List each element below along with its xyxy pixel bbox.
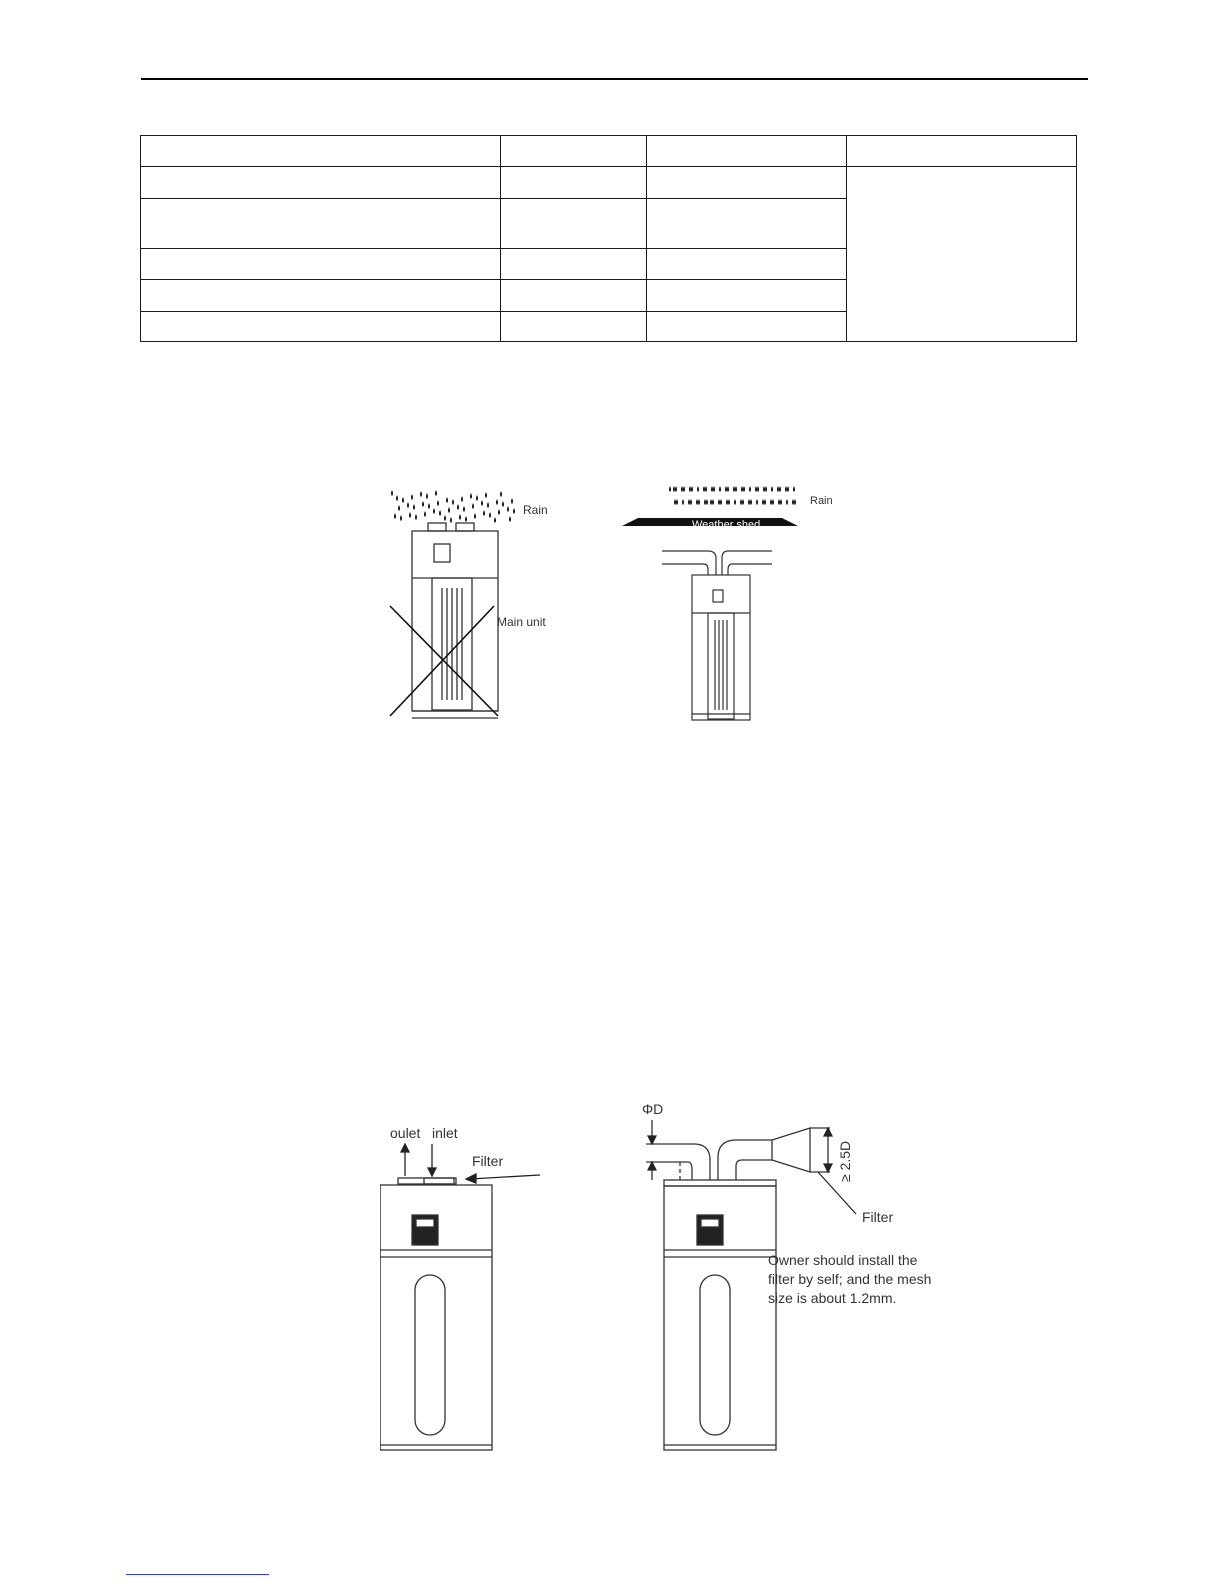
rain-drop-icon: [683, 486, 685, 492]
table-row: [141, 136, 1077, 167]
rain-drops-left: [391, 490, 515, 523]
rain-drop-icon: [696, 499, 698, 505]
rain-drop-icon: [750, 499, 752, 505]
rain-drop-icon: [726, 499, 728, 505]
rain-drop-icon: [669, 486, 671, 492]
rain-drop-icon: [725, 486, 727, 492]
rain-drop-icon: [755, 486, 757, 492]
table-cell: [647, 249, 847, 280]
rain-drop-icon: [450, 517, 452, 523]
rain-drop-icon: [756, 499, 758, 505]
installation-rain-figure: [370, 478, 850, 728]
rain-drop-icon: [435, 490, 437, 496]
rain-drop-icon: [452, 499, 454, 505]
rain-drop-icon: [396, 495, 398, 501]
sheltered-unit-drawing: [662, 551, 772, 720]
owner-note-line2: filter by self; and the mesh: [768, 1271, 932, 1287]
rain-drop-icon: [465, 516, 467, 522]
rain-drop-icon: [463, 506, 465, 512]
rain-drop-icon: [713, 486, 715, 492]
rain-drop-icon: [513, 508, 515, 514]
rain-drop-icon: [498, 509, 500, 515]
rain-drop-icon: [770, 499, 772, 505]
rain-drop-icon: [507, 506, 509, 512]
outlet-label: oulet: [390, 1125, 421, 1141]
rain-drop-icon: [748, 499, 750, 505]
rain-drop-icon: [733, 486, 735, 492]
rain-drop-icon: [735, 486, 737, 492]
rain-drop-icon: [428, 503, 430, 509]
rain-drop-icon: [400, 515, 402, 521]
rain-drop-icon: [489, 512, 491, 518]
rain-drop-icon: [444, 515, 446, 521]
rain-drop-icon: [681, 486, 683, 492]
rain-drop-icon: [712, 499, 714, 505]
rain-drop-icon: [785, 486, 787, 492]
rain-drop-icon: [764, 499, 766, 505]
rain-drop-icon: [433, 508, 435, 514]
rain-drop-icon: [411, 494, 413, 500]
rain-drop-icon: [402, 497, 404, 503]
rain-drop-icon: [780, 499, 782, 505]
rain-drop-icon: [394, 513, 396, 519]
rain-label-right: Rain: [810, 495, 833, 507]
rain-drop-icon: [485, 492, 487, 498]
table-cell: [141, 280, 501, 312]
rain-drop-icon: [483, 510, 485, 516]
dimension-marks: [648, 1120, 856, 1214]
rain-drop-icon: [682, 499, 684, 505]
table-cell: [847, 136, 1077, 167]
spec-table: [140, 135, 1077, 342]
rain-drop-icon: [689, 486, 691, 492]
main-unit-left-drawing: [412, 523, 498, 718]
rain-drop-icon: [786, 499, 788, 505]
rain-drop-icon: [728, 499, 730, 505]
dimension-label: ≥ 2.5D: [837, 1140, 853, 1182]
rain-drop-icon: [457, 504, 459, 510]
rain-drop-icon: [703, 486, 705, 492]
table-cell: [647, 199, 847, 249]
table-cell: [501, 167, 647, 199]
header-rule: [141, 78, 1088, 80]
rain-drop-icon: [675, 486, 677, 492]
table-row: [141, 167, 1077, 199]
table-cell: [141, 199, 501, 249]
rain-drop-icon: [771, 486, 773, 492]
rain-drop-icon: [688, 499, 690, 505]
rain-drop-icon: [511, 498, 513, 504]
rain-drop-icon: [461, 496, 463, 502]
table-cell-merged: [847, 167, 1077, 342]
rain-drop-icon: [459, 514, 461, 520]
rain-drop-icon: [481, 500, 483, 506]
rain-label-left: Rain: [523, 503, 548, 517]
rain-drop-icon: [424, 511, 426, 517]
owner-note-line1: Owner should install the: [768, 1252, 918, 1268]
inlet-label: inlet: [432, 1125, 458, 1141]
rain-drop-icon: [705, 486, 707, 492]
table-cell: [501, 312, 647, 342]
table-cell: [647, 167, 847, 199]
rain-drop-icon: [691, 486, 693, 492]
rain-drop-icon: [792, 499, 794, 505]
rain-drop-icon: [740, 499, 742, 505]
rain-drop-icon: [734, 499, 736, 505]
rain-drop-icon: [674, 499, 676, 505]
owner-note-line3: size is about 1.2mm.: [768, 1290, 897, 1306]
rain-drop-icon: [697, 486, 699, 492]
rain-drop-icon: [742, 499, 744, 505]
rain-drop-icon: [777, 486, 779, 492]
table-cell: [647, 280, 847, 312]
rain-drop-icon: [426, 493, 428, 499]
rain-drop-icon: [772, 499, 774, 505]
rain-drop-icon: [409, 512, 411, 518]
rain-drop-icon: [407, 502, 409, 508]
table-cell: [141, 312, 501, 342]
filter-label-left: Filter: [472, 1153, 504, 1169]
rain-drop-icon: [476, 495, 478, 501]
rain-drop-icon: [779, 486, 781, 492]
rain-drop-icon: [690, 499, 692, 505]
rain-drop-icon: [778, 499, 780, 505]
rain-drop-icon: [711, 486, 713, 492]
rain-drop-icon: [422, 501, 424, 507]
rain-drop-icon: [720, 499, 722, 505]
rain-drop-icon: [470, 493, 472, 499]
rain-drop-icon: [741, 486, 743, 492]
rain-drop-icon: [763, 486, 765, 492]
rain-drop-icon: [704, 499, 706, 505]
rain-drop-icon: [420, 491, 422, 497]
footer-link-rule: [126, 1574, 269, 1575]
rain-drop-icon: [765, 486, 767, 492]
rain-drop-icon: [448, 507, 450, 513]
rain-drop-icon: [391, 490, 393, 496]
weather-shed-label: Weather shed: [692, 519, 761, 531]
airflow-arrows: [401, 1144, 540, 1183]
filter-label-right: Filter: [862, 1209, 894, 1225]
rain-drop-icon: [472, 503, 474, 509]
table-cell: [141, 136, 501, 167]
table-cell: [647, 136, 847, 167]
rain-drop-icon: [698, 499, 700, 505]
rain-drop-icon: [727, 486, 729, 492]
rain-drop-icon: [415, 514, 417, 520]
rain-drop-icon: [706, 499, 708, 505]
table-cell: [501, 136, 647, 167]
table-cell: [141, 249, 501, 280]
unit-right-drawing: [646, 1128, 830, 1450]
rain-drop-icon: [502, 501, 504, 507]
rain-drop-icon: [413, 504, 415, 510]
rain-drop-icon: [749, 486, 751, 492]
phi-d-label: ΦD: [642, 1101, 664, 1117]
rain-drop-icon: [757, 486, 759, 492]
rain-drop-icon: [762, 499, 764, 505]
rain-drop-icon: [496, 499, 498, 505]
rain-drop-icon: [474, 513, 476, 519]
rain-drop-icon: [509, 516, 511, 522]
rain-drop-icon: [710, 499, 712, 505]
rain-drop-icon: [787, 486, 789, 492]
rain-drop-icon: [439, 510, 441, 516]
table-cell: [501, 249, 647, 280]
rain-drop-icon: [398, 505, 400, 511]
rain-drop-icon: [794, 499, 796, 505]
rain-drop-icon: [676, 499, 678, 505]
rain-drop-icon: [500, 491, 502, 497]
rain-drop-icon: [446, 497, 448, 503]
table-cell: [141, 167, 501, 199]
duct-filter-figure: [380, 1090, 950, 1470]
rain-drop-icon: [793, 486, 795, 492]
cross-out-icon: [390, 606, 498, 716]
main-unit-label: Main unit: [497, 615, 546, 629]
rain-drops-right: [669, 486, 796, 505]
rain-drop-icon: [718, 499, 720, 505]
rain-drop-icon: [487, 502, 489, 508]
rain-drop-icon: [673, 486, 675, 492]
table-cell: [501, 199, 647, 249]
unit-left-drawing: [380, 1178, 492, 1450]
table-cell: [647, 312, 847, 342]
rain-drop-icon: [494, 517, 496, 523]
rain-drop-icon: [437, 500, 439, 506]
rain-drop-icon: [743, 486, 745, 492]
rain-drop-icon: [719, 486, 721, 492]
table-cell: [501, 280, 647, 312]
